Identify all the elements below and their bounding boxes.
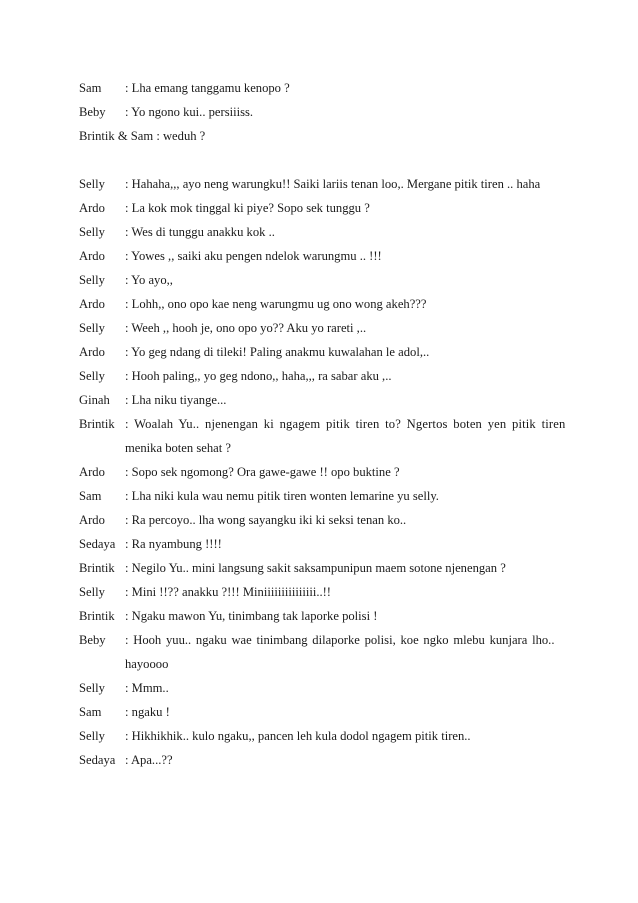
speech-text: : Sopo sek ngomong? Ora gawe-gawe !! opo buktine ? bbox=[125, 465, 400, 479]
speech-text: : Lohh,, ono opo kae neng warungmu ug ono wong akeh??? bbox=[125, 297, 427, 311]
dialogue-line bbox=[79, 388, 562, 412]
dialogue-line bbox=[79, 292, 562, 316]
speaker-name: Sedaya bbox=[79, 753, 116, 767]
speaker-name: Ardo bbox=[79, 249, 105, 263]
speaker-name: Ardo bbox=[79, 513, 105, 527]
speech-text: : Negilo Yu.. mini langsung sakit saksampunipun maem sotone njenengan ? bbox=[125, 561, 506, 575]
dialogue-line bbox=[79, 676, 562, 700]
speaker-name: Selly bbox=[79, 177, 105, 191]
speech-text: : ngaku ! bbox=[125, 705, 170, 719]
speaker-name: Selly bbox=[79, 225, 105, 239]
dialogue-line bbox=[79, 700, 562, 724]
speech-text: : Ra percoyo.. lha wong sayangku iki ki seksi tenan ko.. bbox=[125, 513, 407, 527]
speech-text-line: : Woalah Yu.. njenengan ki ngagem pitik tiren to? Ngertos boten yen pitik tiren bbox=[125, 417, 566, 431]
dialogue-script bbox=[79, 76, 566, 772]
speech-text: : Hooh paling,, yo geg ndono,, haha,,, ra sabar aku ,.. bbox=[125, 369, 392, 383]
speech-text-line: : Hooh yuu.. ngaku wae tinimbang dilaporke polisi, koe ngko mlebu kunjara lho.. bbox=[125, 633, 555, 647]
dialogue-line bbox=[79, 268, 562, 292]
dialogue-line bbox=[79, 508, 562, 532]
speech-text: : Mini !!?? anakku ?!!! Miniiiiiiiiiiiiiii..!! bbox=[125, 585, 332, 599]
speaker-name: Ardo bbox=[79, 465, 105, 479]
speaker-name: Beby bbox=[79, 105, 106, 119]
dialogue-line bbox=[79, 100, 562, 124]
dialogue-line bbox=[79, 748, 562, 772]
speech-text: : Yowes ,, saiki aku pengen ndelok warungmu .. !!! bbox=[125, 249, 382, 263]
speaker-name: Selly bbox=[79, 369, 105, 383]
speaker-name: Ardo bbox=[79, 345, 105, 359]
speaker-name: Brintik bbox=[79, 609, 115, 623]
speaker-name: Ginah bbox=[79, 393, 110, 407]
dialogue-line bbox=[79, 364, 562, 388]
dialogue-line bbox=[79, 556, 562, 580]
speaker-name: Brintik bbox=[79, 417, 115, 431]
dialogue-line bbox=[79, 724, 562, 748]
speech-text: : Mmm.. bbox=[125, 681, 169, 695]
speaker-name: Selly bbox=[79, 321, 105, 335]
speech-text: : Hahaha,,, ayo neng warungku!! Saiki lariis tenan loo,. Mergane pitik tiren .. haha bbox=[125, 177, 541, 191]
speech-text-line: hayoooo bbox=[125, 657, 169, 671]
speaker-name: Selly bbox=[79, 585, 105, 599]
dialogue-line bbox=[79, 244, 562, 268]
speech-text: : Hikhikhik.. kulo ngaku,, pancen leh kula dodol ngagem pitik tiren.. bbox=[125, 729, 471, 743]
dialogue-line bbox=[79, 172, 562, 196]
speaker-name: Sedaya bbox=[79, 537, 116, 551]
speech-text: : Wes di tunggu anakku kok .. bbox=[125, 225, 275, 239]
dialogue-line bbox=[79, 124, 562, 148]
speaker-name: Sam bbox=[79, 81, 102, 95]
dialogue-line bbox=[79, 76, 562, 100]
scene-break bbox=[79, 148, 562, 172]
speech-text: : Ra nyambung !!!! bbox=[125, 537, 222, 551]
speech-text-line: menika boten sehat ? bbox=[125, 441, 231, 455]
speaker-name: Sam bbox=[79, 705, 102, 719]
speaker-name: Ardo bbox=[79, 297, 105, 311]
speaker-name: Brintik bbox=[79, 561, 115, 575]
speech-text: : Ngaku mawon Yu, tinimbang tak laporke polisi ! bbox=[125, 609, 378, 623]
dialogue-line bbox=[79, 628, 562, 676]
speaker-name: Selly bbox=[79, 273, 105, 287]
speech-text: Brintik & Sam : weduh ? bbox=[79, 129, 206, 143]
speech-text: : Weeh ,, hooh je, ono opo yo?? Aku yo rareti ,.. bbox=[125, 321, 367, 335]
dialogue-line bbox=[79, 316, 562, 340]
speech-text: : Lha niki kula wau nemu pitik tiren wonten lemarine yu selly. bbox=[125, 489, 439, 503]
speech-text: : Yo ayo,, bbox=[125, 273, 173, 287]
speech-text: : Yo geg ndang di tileki! Paling anakmu kuwalahan le adol,.. bbox=[125, 345, 430, 359]
speech-text bbox=[125, 412, 565, 460]
speaker-name: Sam bbox=[79, 489, 102, 503]
speaker-name: Ardo bbox=[79, 201, 105, 215]
dialogue-line bbox=[79, 340, 562, 364]
speech-text: : Lha emang tanggamu kenopo ? bbox=[125, 81, 290, 95]
dialogue-line bbox=[79, 460, 562, 484]
speaker-name: Selly bbox=[79, 729, 105, 743]
dialogue-line bbox=[79, 220, 562, 244]
speech-text: : Yo ngono kui.. persiiiss. bbox=[125, 105, 254, 119]
speech-text: : La kok mok tinggal ki piye? Sopo sek tunggu ? bbox=[125, 201, 370, 215]
dialogue-line bbox=[79, 604, 562, 628]
dialogue-line bbox=[79, 484, 562, 508]
speech-text bbox=[125, 628, 562, 676]
speaker-name: Beby bbox=[79, 633, 106, 647]
speaker-name: Selly bbox=[79, 681, 105, 695]
dialogue-line bbox=[79, 412, 566, 460]
dialogue-line bbox=[79, 532, 562, 556]
dialogue-line bbox=[79, 196, 562, 220]
dialogue-line bbox=[79, 580, 562, 604]
speech-text: : Apa...?? bbox=[125, 753, 173, 767]
speech-text: : Lha niku tiyange... bbox=[125, 393, 227, 407]
